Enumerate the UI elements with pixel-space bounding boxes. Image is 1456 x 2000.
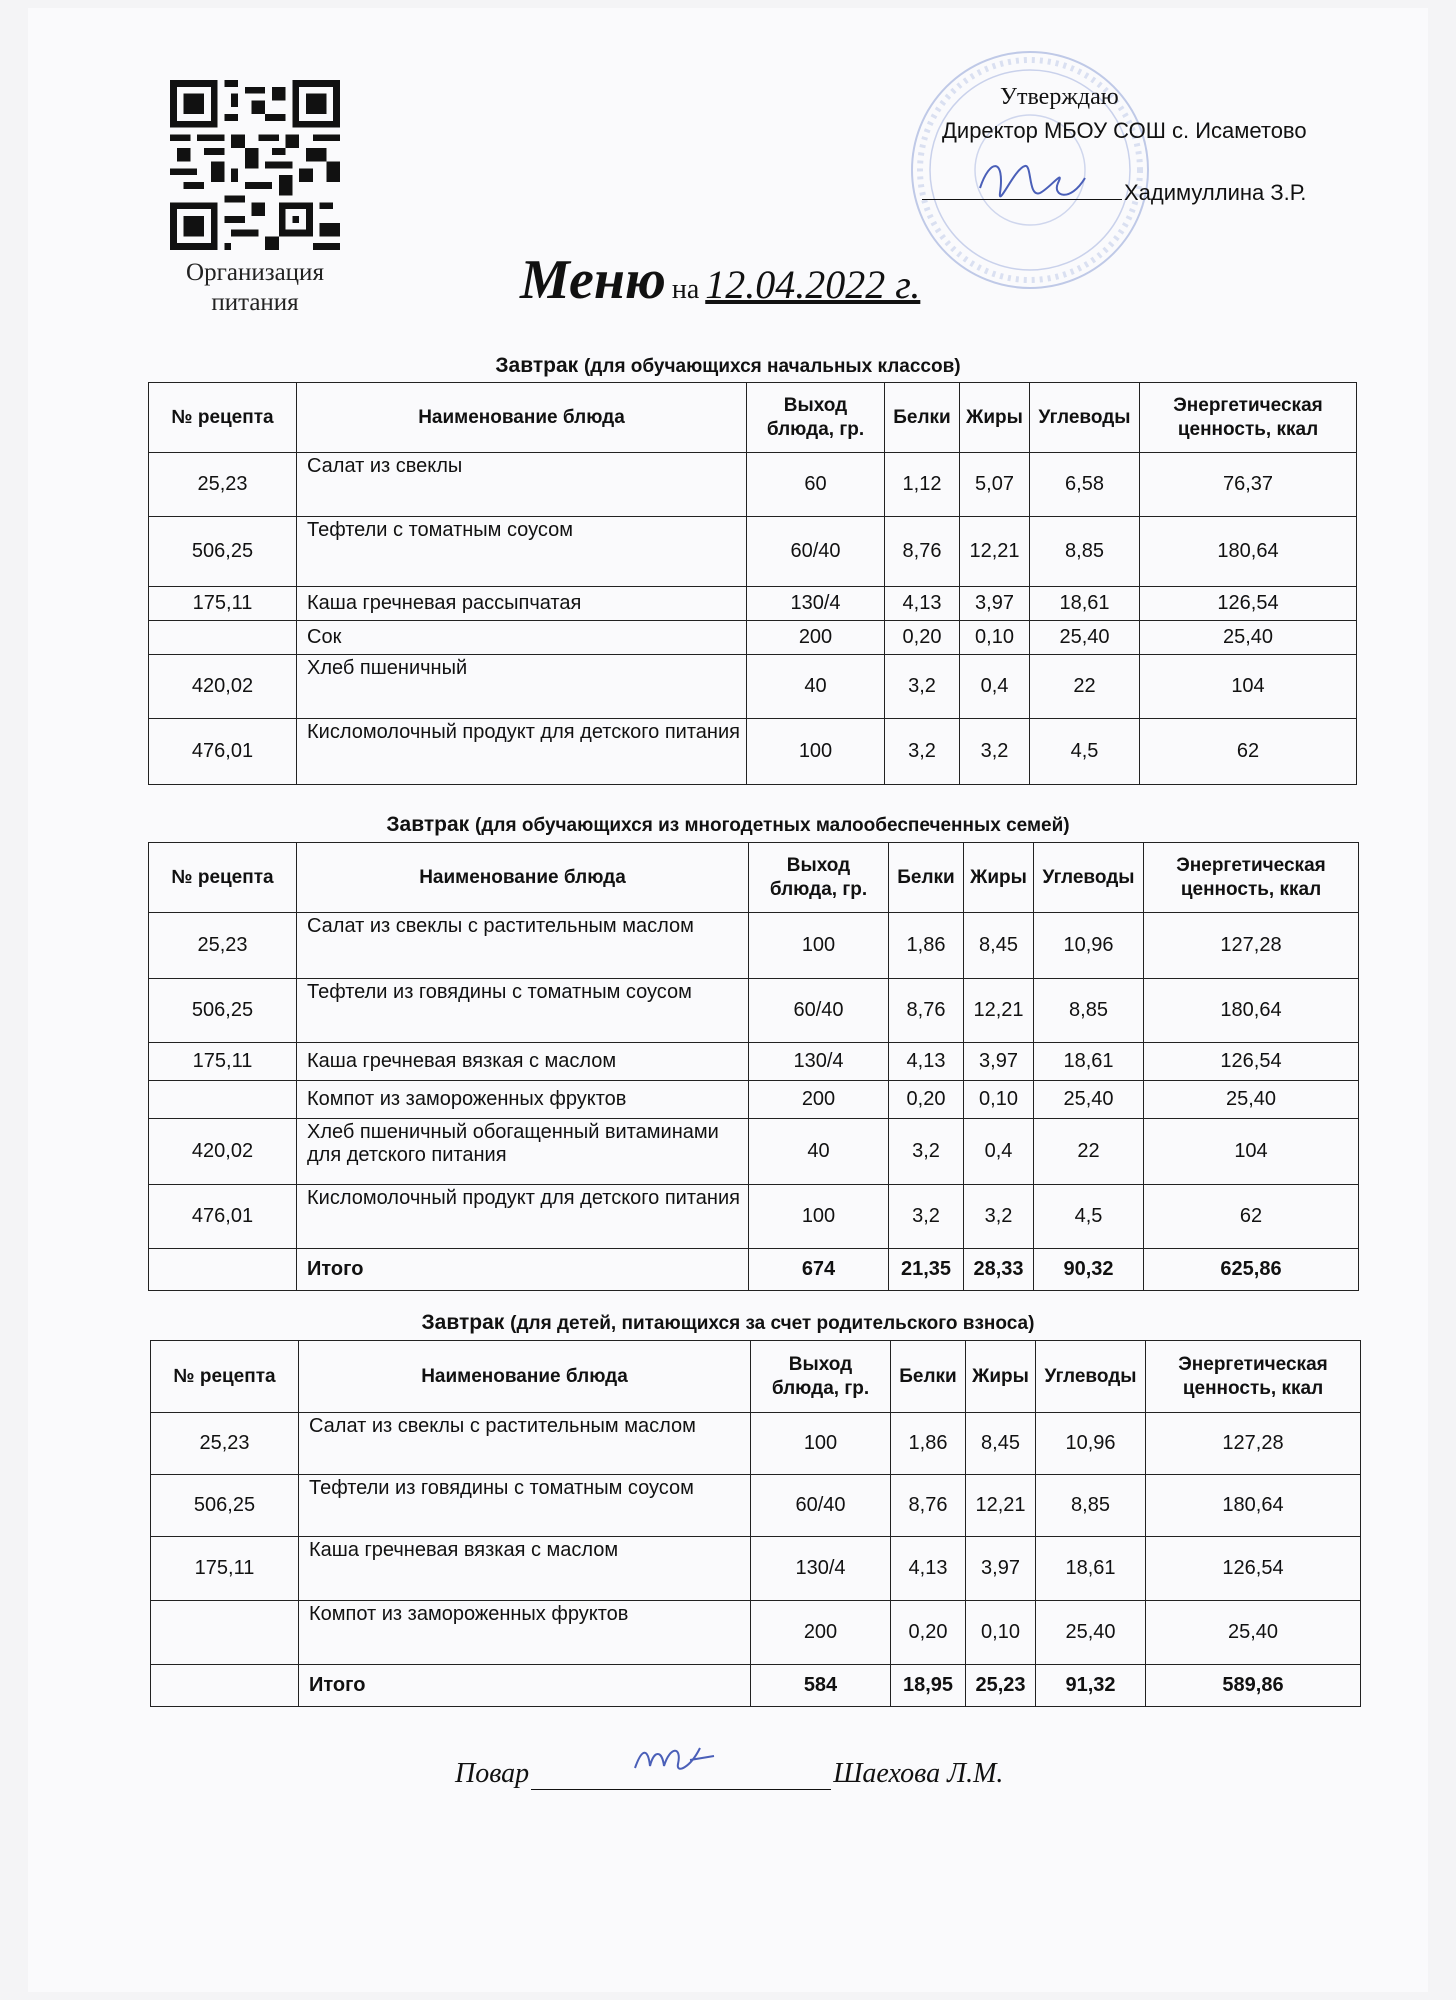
column-header: Выход блюда, гр. bbox=[751, 1341, 891, 1413]
column-header: Наименование блюда bbox=[299, 1341, 751, 1413]
dish-name: Каша гречневая рассыпчатая bbox=[297, 587, 747, 621]
nutrition-value: 8,76 bbox=[891, 1475, 966, 1537]
nutrition-value: 1,12 bbox=[885, 453, 960, 517]
section-2-title bbox=[0, 813, 1456, 837]
nutrition-value: 674 bbox=[749, 1249, 889, 1291]
nutrition-value: 91,32 bbox=[1036, 1665, 1146, 1707]
dish-name: Салат из свеклы с растительным маслом bbox=[297, 913, 749, 979]
nutrition-value: 180,64 bbox=[1146, 1475, 1361, 1537]
nutrition-value: 25,40 bbox=[1036, 1601, 1146, 1665]
nutrition-value: 18,95 bbox=[891, 1665, 966, 1707]
section-3-heading: Завтрак bbox=[421, 1311, 505, 1334]
recipe-number bbox=[149, 1249, 297, 1291]
nutrition-value: 10,96 bbox=[1036, 1413, 1146, 1475]
table-row bbox=[151, 1413, 1361, 1475]
column-header: Наименование блюда bbox=[297, 383, 747, 453]
nutrition-value: 40 bbox=[749, 1119, 889, 1185]
nutrition-value: 25,23 bbox=[966, 1665, 1036, 1707]
column-header: Белки bbox=[885, 383, 960, 453]
nutrition-value: 25,40 bbox=[1146, 1601, 1361, 1665]
nutrition-value: 60/40 bbox=[749, 979, 889, 1043]
nutrition-value: 62 bbox=[1144, 1185, 1359, 1249]
nutrition-value: 104 bbox=[1140, 655, 1357, 719]
director-signature bbox=[970, 148, 1090, 218]
nutrition-value: 8,85 bbox=[1034, 979, 1144, 1043]
table-header-row bbox=[149, 383, 1357, 453]
table-row bbox=[149, 979, 1359, 1043]
nutrition-value: 8,45 bbox=[964, 913, 1034, 979]
dish-name: Компот из замороженных фруктов bbox=[297, 1081, 749, 1119]
column-header: Углеводы bbox=[1036, 1341, 1146, 1413]
nutrition-value: 18,61 bbox=[1034, 1043, 1144, 1081]
dish-name: Компот из замороженных фруктов bbox=[299, 1601, 751, 1665]
menu-table-3 bbox=[150, 1340, 1361, 1707]
recipe-number: 175,11 bbox=[149, 1043, 297, 1081]
dish-name: Итого bbox=[299, 1665, 751, 1707]
table-row bbox=[149, 1043, 1359, 1081]
qr-code bbox=[170, 80, 340, 250]
recipe-number: 25,23 bbox=[149, 913, 297, 979]
nutrition-value: 1,86 bbox=[889, 913, 964, 979]
column-header: Энергетическая ценность, ккал bbox=[1140, 383, 1357, 453]
dish-name: Кисломолочный продукт для детского питания bbox=[297, 1185, 749, 1249]
nutrition-value: 180,64 bbox=[1140, 517, 1357, 587]
title-prep: на bbox=[671, 274, 700, 305]
nutrition-value: 25,40 bbox=[1034, 1081, 1144, 1119]
nutrition-value: 130/4 bbox=[749, 1043, 889, 1081]
section-2-subtitle: (для обучающихся из многодетных малообеспеченных семей) bbox=[475, 815, 1070, 836]
column-header: Жиры bbox=[960, 383, 1030, 453]
nutrition-value: 100 bbox=[749, 1185, 889, 1249]
nutrition-value: 127,28 bbox=[1144, 913, 1359, 979]
nutrition-value: 126,54 bbox=[1144, 1043, 1359, 1081]
nutrition-value: 8,85 bbox=[1030, 517, 1140, 587]
nutrition-value: 0,4 bbox=[964, 1119, 1034, 1185]
nutrition-value: 100 bbox=[749, 913, 889, 979]
table-row bbox=[149, 1119, 1359, 1185]
nutrition-value: 5,07 bbox=[960, 453, 1030, 517]
qr-caption: Организация питания bbox=[186, 259, 324, 316]
nutrition-value: 4,5 bbox=[1034, 1185, 1144, 1249]
dish-name: Кисломолочный продукт для детского питания bbox=[297, 719, 747, 785]
dish-name: Итого bbox=[297, 1249, 749, 1291]
dish-name: Салат из свеклы с растительным маслом bbox=[299, 1413, 751, 1475]
section-3-title bbox=[0, 1311, 1456, 1335]
nutrition-value: 6,58 bbox=[1030, 453, 1140, 517]
column-header: № рецепта bbox=[149, 843, 297, 913]
director-title: Директор МБОУ СОШ с. Исаметово bbox=[942, 118, 1307, 143]
approve-label: Утверждаю bbox=[1000, 84, 1119, 110]
nutrition-value: 25,40 bbox=[1140, 621, 1357, 655]
column-header: Жиры bbox=[964, 843, 1034, 913]
nutrition-value: 18,61 bbox=[1036, 1537, 1146, 1601]
nutrition-value: 127,28 bbox=[1146, 1413, 1361, 1475]
cook-signature bbox=[630, 1738, 720, 1778]
recipe-number: 175,11 bbox=[151, 1537, 299, 1601]
nutrition-value: 0,20 bbox=[891, 1601, 966, 1665]
nutrition-value: 12,21 bbox=[960, 517, 1030, 587]
recipe-number: 506,25 bbox=[151, 1475, 299, 1537]
nutrition-value: 76,37 bbox=[1140, 453, 1357, 517]
table-row bbox=[149, 719, 1357, 785]
table-header-row bbox=[151, 1341, 1361, 1413]
nutrition-value: 4,13 bbox=[889, 1043, 964, 1081]
column-header: Выход блюда, гр. bbox=[747, 383, 885, 453]
nutrition-value: 625,86 bbox=[1144, 1249, 1359, 1291]
title-word: Меню bbox=[520, 249, 666, 311]
nutrition-value: 4,13 bbox=[885, 587, 960, 621]
nutrition-value: 60/40 bbox=[751, 1475, 891, 1537]
nutrition-value: 130/4 bbox=[751, 1537, 891, 1601]
column-header: Углеводы bbox=[1030, 383, 1140, 453]
table-row bbox=[149, 1081, 1359, 1119]
nutrition-value: 8,76 bbox=[889, 979, 964, 1043]
nutrition-value: 21,35 bbox=[889, 1249, 964, 1291]
section-1-subtitle: (для обучающихся начальных классов) bbox=[583, 356, 961, 377]
recipe-number: 420,02 bbox=[149, 1119, 297, 1185]
table-row bbox=[151, 1601, 1361, 1665]
nutrition-value: 8,85 bbox=[1036, 1475, 1146, 1537]
nutrition-value: 0,10 bbox=[966, 1601, 1036, 1665]
nutrition-value: 126,54 bbox=[1140, 587, 1357, 621]
dish-name: Хлеб пшеничный bbox=[297, 655, 747, 719]
nutrition-value: 200 bbox=[747, 621, 885, 655]
section-2-heading: Завтрак bbox=[386, 813, 470, 836]
cook-signature-blank bbox=[531, 1789, 831, 1790]
nutrition-value: 4,5 bbox=[1030, 719, 1140, 785]
nutrition-value: 8,76 bbox=[885, 517, 960, 587]
dish-name: Салат из свеклы bbox=[297, 453, 747, 517]
nutrition-value: 18,61 bbox=[1030, 587, 1140, 621]
nutrition-value: 8,45 bbox=[966, 1413, 1036, 1475]
nutrition-value: 200 bbox=[749, 1081, 889, 1119]
column-header: № рецепта bbox=[149, 383, 297, 453]
table-row bbox=[149, 517, 1357, 587]
nutrition-value: 22 bbox=[1034, 1119, 1144, 1185]
nutrition-value: 100 bbox=[747, 719, 885, 785]
recipe-number: 25,23 bbox=[149, 453, 297, 517]
menu-table-2 bbox=[148, 842, 1359, 1291]
nutrition-value: 3,97 bbox=[964, 1043, 1034, 1081]
nutrition-value: 3,2 bbox=[889, 1119, 964, 1185]
total-row bbox=[151, 1665, 1361, 1707]
nutrition-value: 12,21 bbox=[964, 979, 1034, 1043]
nutrition-value: 0,20 bbox=[885, 621, 960, 655]
cook-signature-line bbox=[455, 1758, 1003, 1790]
recipe-number bbox=[149, 1081, 297, 1119]
nutrition-value: 3,97 bbox=[966, 1537, 1036, 1601]
nutrition-value: 3,2 bbox=[889, 1185, 964, 1249]
dish-name: Тефтели из говядины с томатным соусом bbox=[299, 1475, 751, 1537]
nutrition-value: 126,54 bbox=[1146, 1537, 1361, 1601]
column-header: Жиры bbox=[966, 1341, 1036, 1413]
nutrition-value: 12,21 bbox=[966, 1475, 1036, 1537]
table-row bbox=[151, 1475, 1361, 1537]
nutrition-value: 60 bbox=[747, 453, 885, 517]
nutrition-value: 589,86 bbox=[1146, 1665, 1361, 1707]
table-row bbox=[149, 587, 1357, 621]
nutrition-value: 3,2 bbox=[885, 719, 960, 785]
column-header: Выход блюда, гр. bbox=[749, 843, 889, 913]
director-name: Хадимуллина З.Р. bbox=[1124, 180, 1307, 205]
cook-name: Шаехова Л.М. bbox=[833, 1758, 1004, 1789]
section-1-heading: Завтрак bbox=[495, 354, 579, 377]
table-header-row bbox=[149, 843, 1359, 913]
nutrition-value: 0,20 bbox=[889, 1081, 964, 1119]
table-row bbox=[149, 453, 1357, 517]
column-header: Белки bbox=[891, 1341, 966, 1413]
nutrition-value: 3,2 bbox=[964, 1185, 1034, 1249]
total-row bbox=[149, 1249, 1359, 1291]
table-row bbox=[151, 1537, 1361, 1601]
nutrition-value: 130/4 bbox=[747, 587, 885, 621]
column-header: Углеводы bbox=[1034, 843, 1144, 913]
nutrition-value: 3,2 bbox=[960, 719, 1030, 785]
column-header: Энергетическая ценность, ккал bbox=[1144, 843, 1359, 913]
nutrition-value: 180,64 bbox=[1144, 979, 1359, 1043]
dish-name: Каша гречневая вязкая с маслом bbox=[299, 1537, 751, 1601]
table-row bbox=[149, 655, 1357, 719]
dish-name: Сок bbox=[297, 621, 747, 655]
nutrition-value: 3,97 bbox=[960, 587, 1030, 621]
table-row bbox=[149, 913, 1359, 979]
recipe-number: 476,01 bbox=[149, 1185, 297, 1249]
recipe-number: 175,11 bbox=[149, 587, 297, 621]
nutrition-value: 584 bbox=[751, 1665, 891, 1707]
nutrition-value: 0,10 bbox=[964, 1081, 1034, 1119]
table-row bbox=[149, 621, 1357, 655]
nutrition-value: 0,10 bbox=[960, 621, 1030, 655]
recipe-number bbox=[151, 1601, 299, 1665]
nutrition-value: 62 bbox=[1140, 719, 1357, 785]
table-row bbox=[149, 1185, 1359, 1249]
title-date: 12.04.2022 г. bbox=[705, 262, 921, 307]
nutrition-value: 104 bbox=[1144, 1119, 1359, 1185]
nutrition-value: 90,32 bbox=[1034, 1249, 1144, 1291]
recipe-number: 420,02 bbox=[149, 655, 297, 719]
column-header: Наименование блюда bbox=[297, 843, 749, 913]
nutrition-value: 22 bbox=[1030, 655, 1140, 719]
dish-name: Тефтели с томатным соусом bbox=[297, 517, 747, 587]
nutrition-value: 25,40 bbox=[1144, 1081, 1359, 1119]
nutrition-value: 200 bbox=[751, 1601, 891, 1665]
recipe-number: 25,23 bbox=[151, 1413, 299, 1475]
dish-name: Тефтели из говядины с томатным соусом bbox=[297, 979, 749, 1043]
dish-name: Хлеб пшеничный обогащенный витаминами для детского питания bbox=[297, 1119, 749, 1185]
section-1-title bbox=[0, 354, 1456, 378]
nutrition-value: 100 bbox=[751, 1413, 891, 1475]
recipe-number: 476,01 bbox=[149, 719, 297, 785]
cook-role: Повар bbox=[455, 1758, 530, 1789]
recipe-number: 506,25 bbox=[149, 979, 297, 1043]
recipe-number: 506,25 bbox=[149, 517, 297, 587]
nutrition-value: 3,2 bbox=[885, 655, 960, 719]
nutrition-value: 40 bbox=[747, 655, 885, 719]
nutrition-value: 28,33 bbox=[964, 1249, 1034, 1291]
nutrition-value: 60/40 bbox=[747, 517, 885, 587]
column-header: Энергетическая ценность, ккал bbox=[1146, 1341, 1361, 1413]
nutrition-value: 0,4 bbox=[960, 655, 1030, 719]
nutrition-value: 10,96 bbox=[1034, 913, 1144, 979]
dish-name: Каша гречневая вязкая с маслом bbox=[297, 1043, 749, 1081]
page-title bbox=[520, 248, 920, 312]
column-header: Белки bbox=[889, 843, 964, 913]
recipe-number bbox=[151, 1665, 299, 1707]
menu-table-1 bbox=[148, 382, 1357, 785]
nutrition-value: 1,86 bbox=[891, 1413, 966, 1475]
nutrition-value: 25,40 bbox=[1030, 621, 1140, 655]
nutrition-value: 4,13 bbox=[891, 1537, 966, 1601]
column-header: № рецепта bbox=[151, 1341, 299, 1413]
section-3-subtitle: (для детей, питающихся за счет родительского взноса) bbox=[510, 1313, 1035, 1334]
recipe-number bbox=[149, 621, 297, 655]
